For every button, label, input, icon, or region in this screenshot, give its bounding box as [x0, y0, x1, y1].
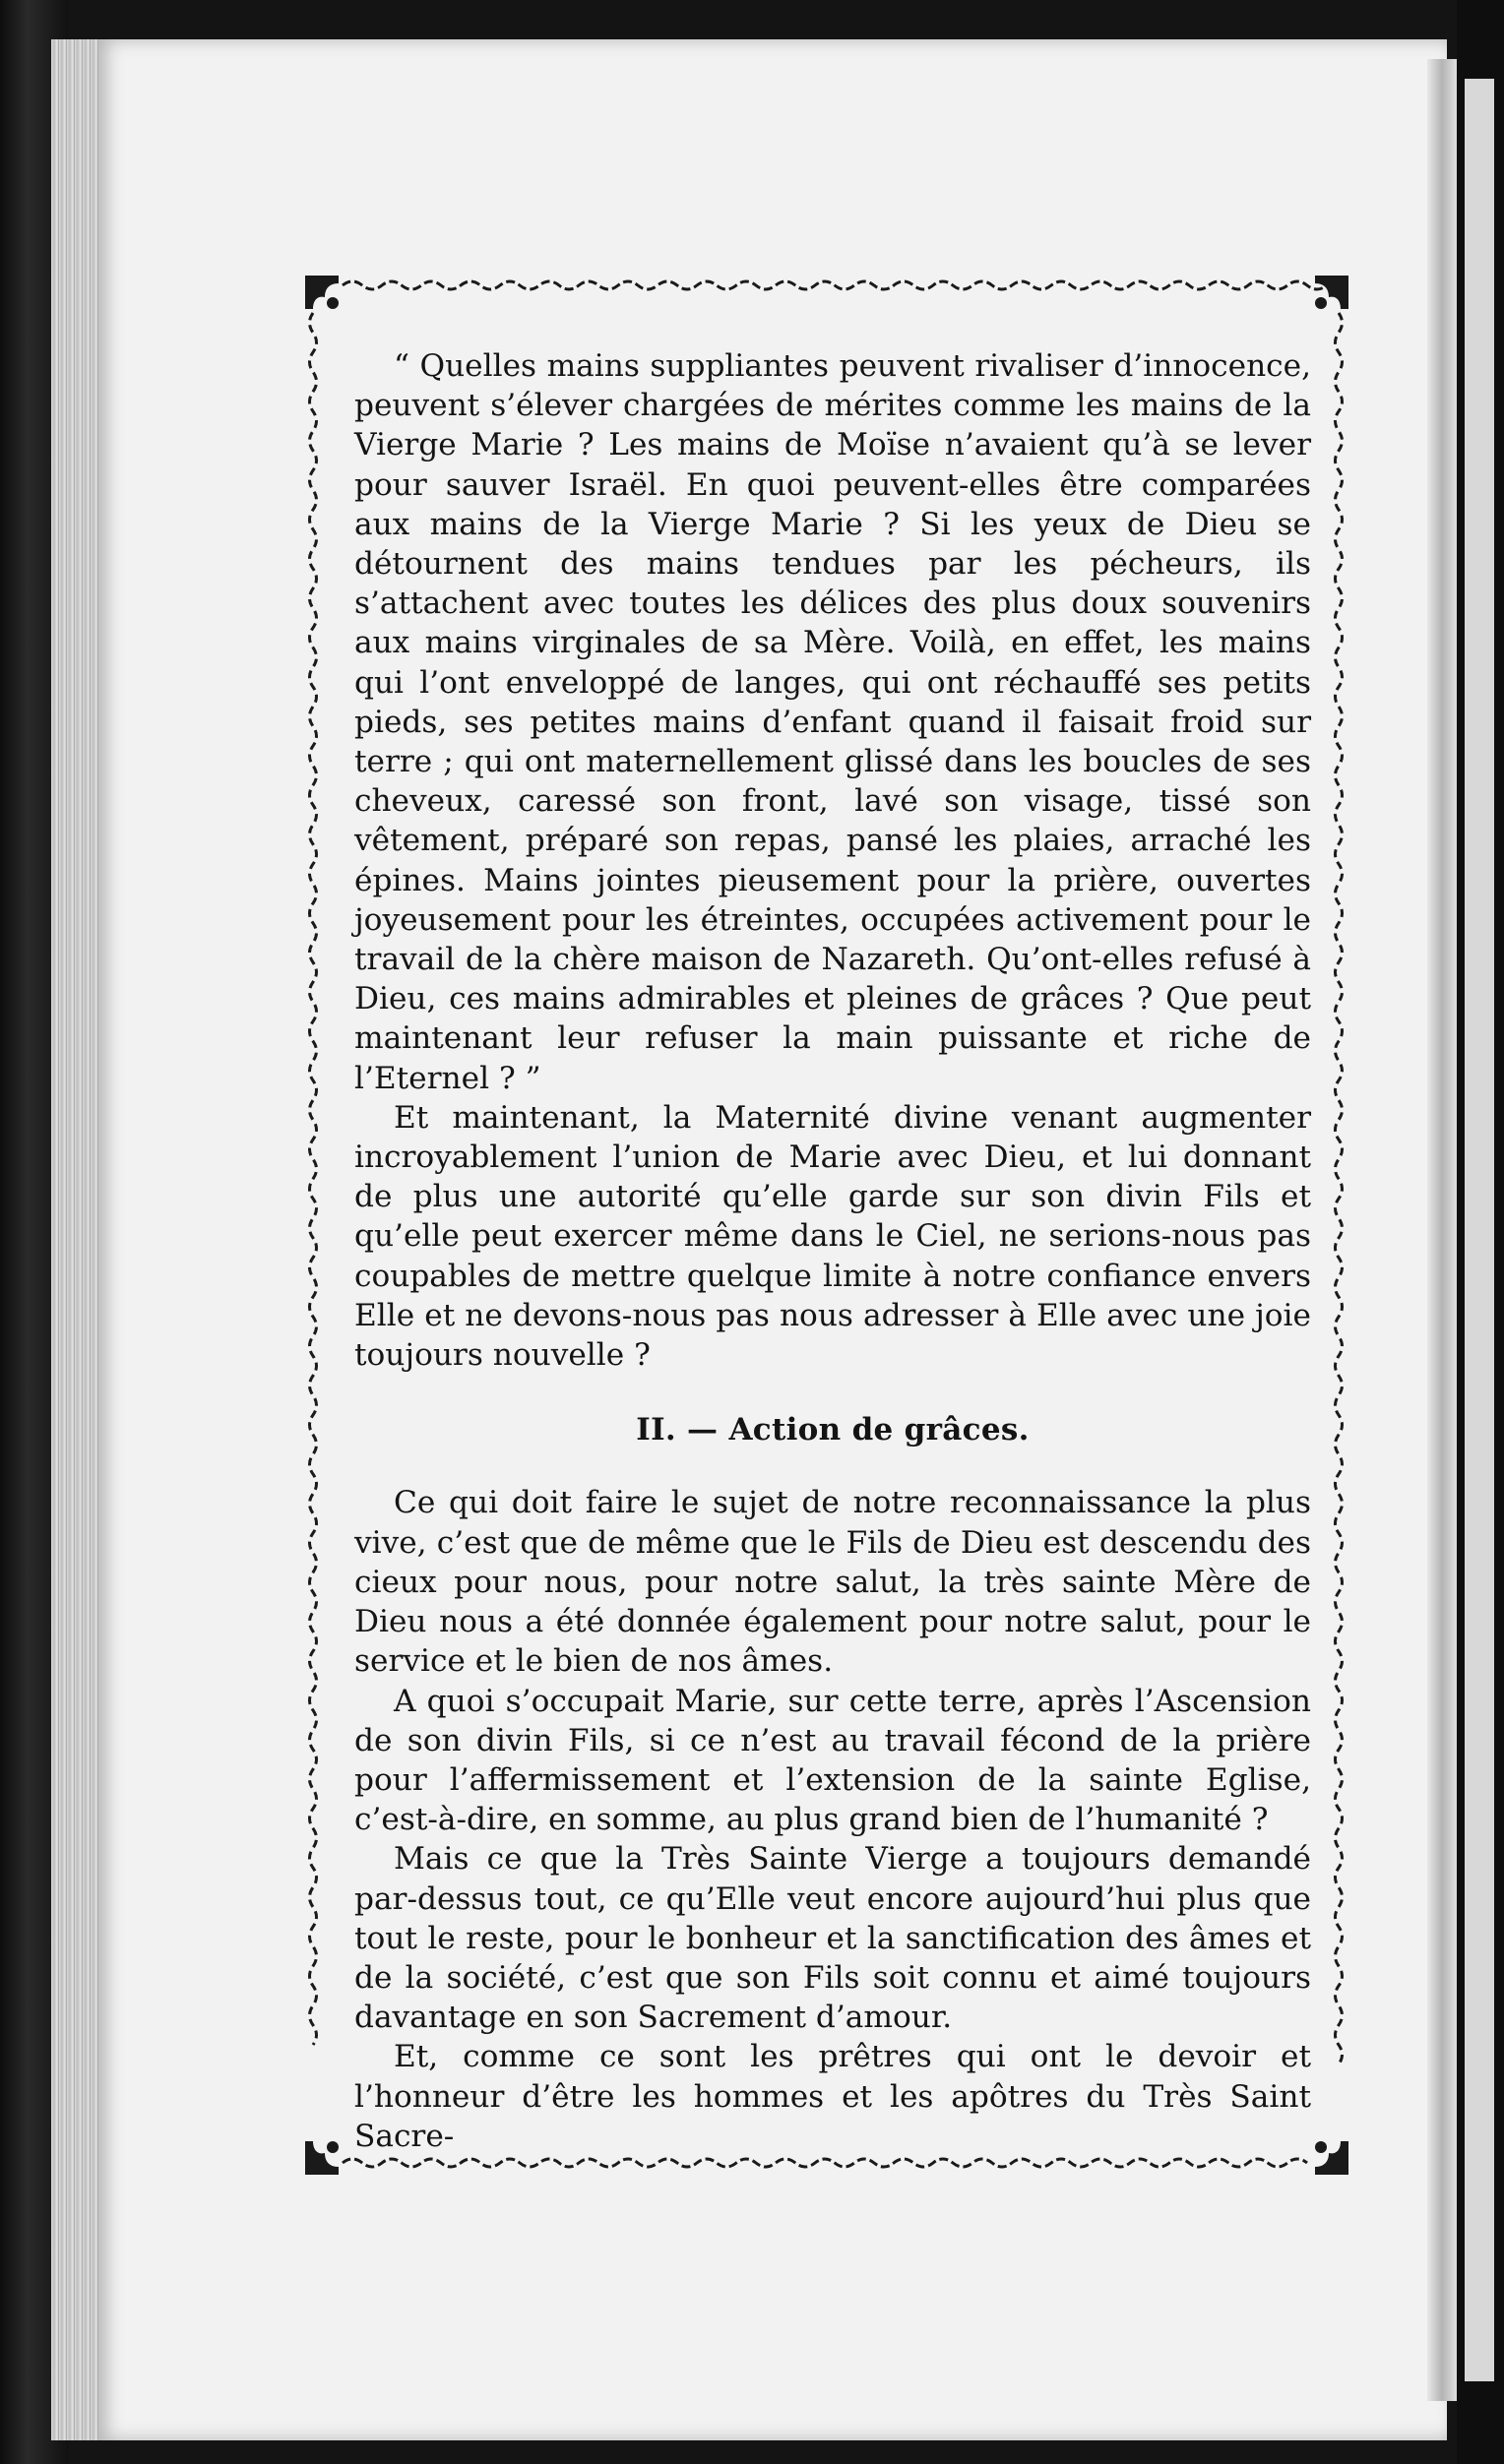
paragraph-ascension: A quoi s’occupait Marie, sur cette terre, après l’Ascension de son divin Fils, si ce n’est au travail fécond de la prière pour l’affermissement et l’extension de la sainte Eglise, c’est-à-dire, en somme, au plus grand bien de l’humanité ?: [354, 1683, 1311, 1838]
section-heading: II. — Action de grâces.: [636, 1412, 1030, 1448]
paragraph-reconnaissance: Ce qui doit faire le sujet de notre reconnaissance la plus vive, c’est que de même que le Fils de Dieu est descendu des cieux pour nous, pour notre salut, la très sainte Mère de Dieu nous a été donnée également pour notre salut, pour le service et le bien de nos âmes.: [354, 1485, 1311, 1680]
paragraph-maternite: Et maintenant, la Maternité divine venant augmenter incroyablement l’union de Marie avec Dieu, et lui donnant de plus une autorité qu’elle garde sur son divin Fils et qu’elle peut exercer même dans le Ciel, ne serions-nous pas coupables de mettre quelque limite à notre confiance envers Elle et ne devons-nous pas nous adresser à Elle avec une joie toujours nouvelle ?: [354, 1099, 1311, 1374]
next-page-edge: [1465, 79, 1494, 2381]
page-edges-right: [1427, 59, 1457, 2401]
page-text: [354, 346, 1311, 2156]
paragraph-sacrement: Mais ce que la Très Sainte Vierge a toujours demandé par-dessus tout, ce qu’Elle veut encore aujourd’hui plus que tout le reste, pour le bonheur et la sanctification des âmes et de la société, c’est que son Fils soit connu et aimé toujours davantage en son Sacrement d’amour.: [354, 1841, 1311, 2036]
paragraph-pretres: Et, comme ce sont les prêtres qui ont le devoir et l’honneur d’être les hommes et les apôtres du Très Saint Sacre-: [354, 2039, 1311, 2154]
paragraph-quote: “ Quelles mains suppliantes peuvent rivaliser d’innocence, peuvent s’élever chargées de mérites comme les mains de la Vierge Marie ? Les mains de Moïse n’avaient qu’à se lever pour sauver Israël. En quoi peuvent-elles être comparées aux mains de la Vierge Marie ? Si les yeux de Dieu se détournent des mains tendues par les pécheurs, ils s’attachent avec toutes les délices des plus doux souvenirs aux mains virginales de sa Mère. Voilà, en effet, les mains qui l’ont enveloppé de langes, qui ont réchauffé ses petits pieds, ses petites mains d’enfant quand il faisait froid sur terre ; qui ont maternellement glissé dans les boucles de ses cheveux, caressé son front, lavé son visage, tissé son vêtement, préparé son repas, pansé les plaies, arraché les épines. Mains jointes pieusement pour la prière, ouvertes joyeusement pour les étreintes, occupées activement pour le travail de la chère maison de Nazareth. Qu’ont-elles refusé à Dieu, ces mains admirables et pleines de grâces ? Que peut maintenant leur refuser la main puissante et riche de l’Eternel ? ”: [354, 348, 1311, 1096]
